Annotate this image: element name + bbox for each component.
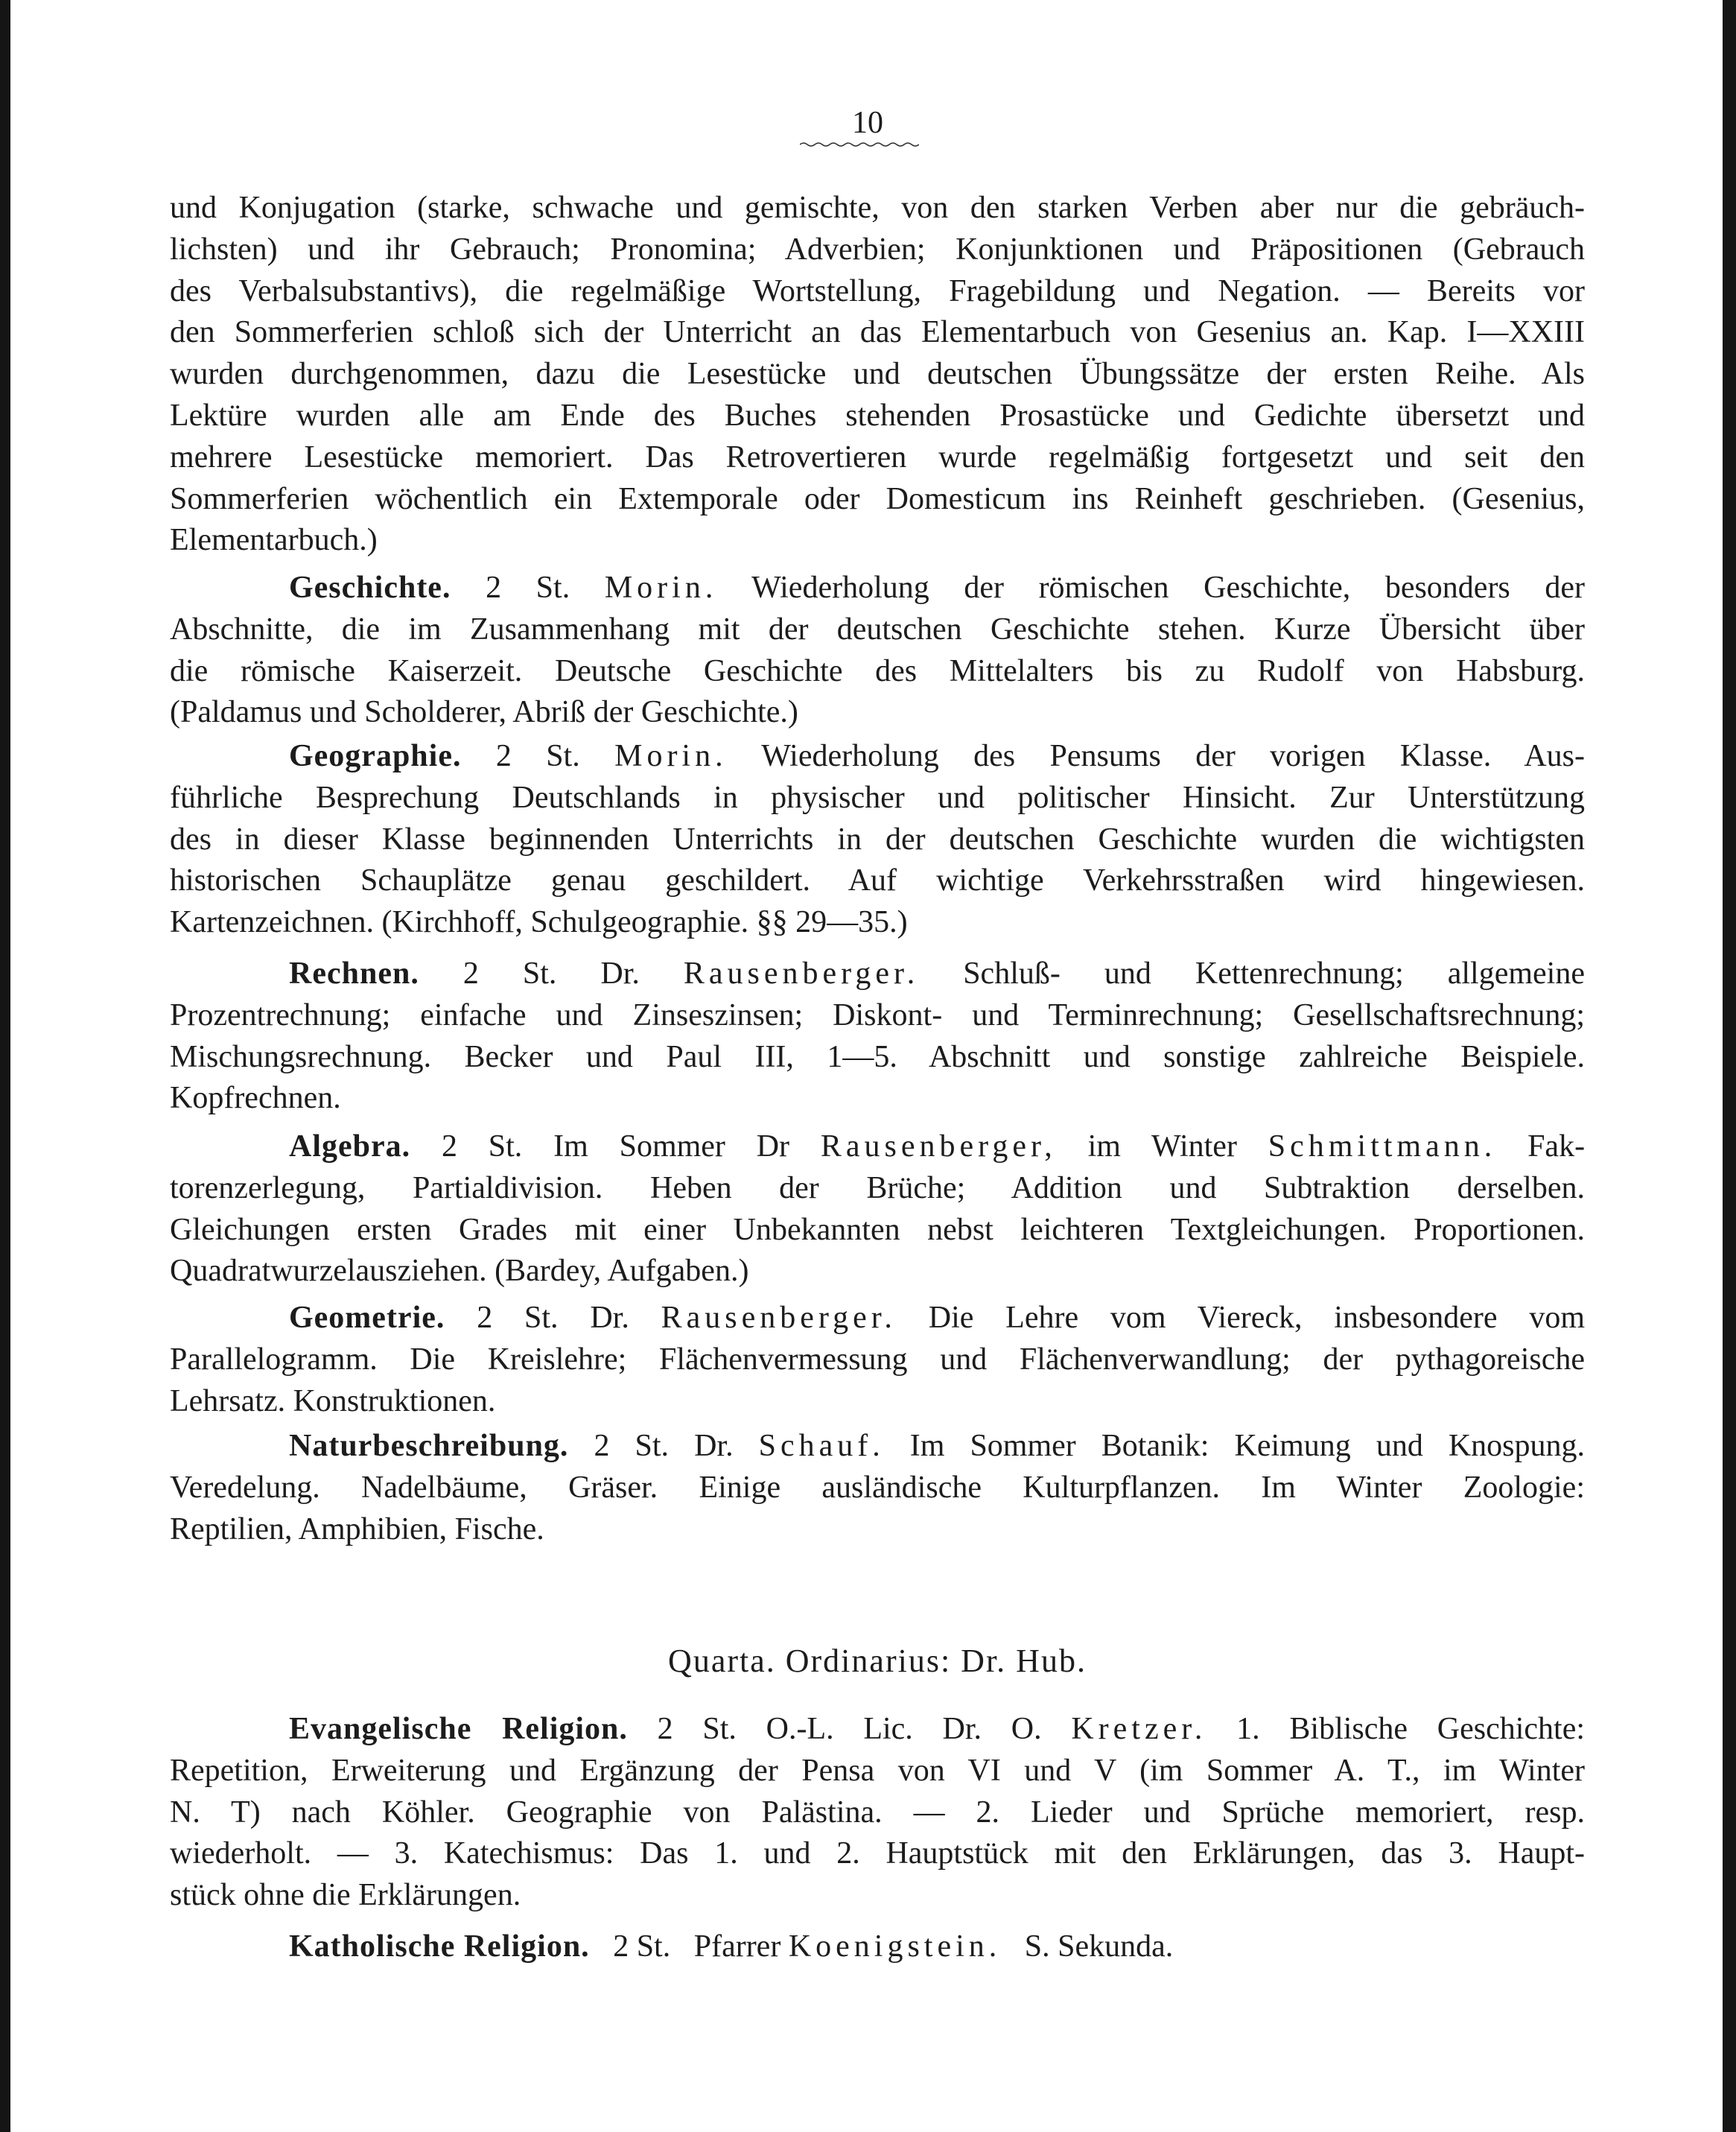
- first-line: [170, 1298, 1585, 1339]
- text-line: des in dieser Klasse beginnenden Unterrichts in der deutschen Geschichte wurden die wichtigsten: [170, 822, 1585, 857]
- hours: 2 St.: [462, 956, 557, 991]
- subject-title: Naturbeschreibung.: [289, 1429, 569, 1463]
- page-number-underline: [800, 142, 919, 147]
- text-line: Prozentrechnung; einfache und Zinseszinsen; Diskont- und Terminrechnung; Gesellschaftsrechnung;: [170, 997, 1585, 1032]
- text-fragment: S. Sekunda.: [1024, 1929, 1174, 1964]
- paragraph-geschichte: [170, 568, 1585, 734]
- text-line: den Sommerferien schloß sich der Unterricht an das Elementarbuch von Gesenius an. Kap. I—XXIII: [170, 315, 1585, 350]
- subject-title: Katholische Religion.: [289, 1929, 590, 1964]
- text-line: mehrere Lesestücke memoriert. Das Retrovertieren wurde regelmäßig fortgesetzt und seit den: [170, 440, 1585, 475]
- page-number: 10: [852, 106, 883, 140]
- text-line: Sommerferien wöchentlich ein Extemporale oder Domesticum ins Reinheft geschrieben. (Gesenius,: [170, 481, 1585, 516]
- text-line: des Verbalsubstantivs), die regelmäßige Wortstellung, Fragebildung und Negation. — Bereits vor: [170, 273, 1585, 308]
- hours: 2 St.: [495, 739, 580, 773]
- teacher-name: Koenigstein.: [788, 1929, 1002, 1964]
- section-heading: Quarta. Ordinarius: Dr. Hub.: [668, 1643, 1087, 1679]
- paragraph-evangelische-religion: [170, 1709, 1585, 1917]
- paragraph-rechnen: [170, 954, 1585, 1120]
- text-line: Kopfrechnen.: [170, 1081, 341, 1116]
- text-line: Abschnitte, die im Zusammenhang mit der deutschen Geschichte stehen. Kurze Übersicht über: [170, 612, 1585, 647]
- text-fragment: Schluß- und Kettenrechnung; allgemeine: [963, 956, 1585, 991]
- text-line: (Paldamus und Scholderer, Abriß der Geschichte.): [170, 695, 798, 730]
- text-fragment: Die Lehre vom Viereck, insbesondere vom: [928, 1301, 1586, 1335]
- teacher-prefix: Dr.: [590, 1301, 629, 1335]
- first-line: [170, 1426, 1585, 1468]
- text-line: die römische Kaiserzeit. Deutsche Geschichte des Mittelalters bis zu Rudolf von Habsburg.: [170, 653, 1585, 688]
- hours: 2 St.: [486, 571, 570, 605]
- subject-title: Geschichte.: [289, 571, 451, 605]
- text-line: Lehrsatz. Konstruktionen.: [170, 1383, 496, 1418]
- text-fragment: Im Sommer Botanik: Keimung und Knospung.: [909, 1429, 1586, 1463]
- teacher-name: Schauf.: [758, 1429, 885, 1463]
- text-fragment: 1. Biblische Geschichte:: [1236, 1712, 1586, 1746]
- subject-title: Geometrie.: [289, 1301, 445, 1335]
- text-line: Gleichungen ersten Grades mit einer Unbekannten nebst leichteren Textgleichungen. Proportionen.: [170, 1212, 1585, 1247]
- teacher-prefix: Pfarrer: [693, 1929, 781, 1964]
- text-line: Lektüre wurden alle am Ende des Buches stehenden Prosastücke und Gedichte übersetzt und: [170, 398, 1585, 433]
- hours: 2 St.: [594, 1429, 670, 1463]
- subject-title: Evangelische Religion.: [289, 1712, 628, 1746]
- hours: 2 St.: [657, 1712, 737, 1746]
- hours: 2 St.: [477, 1301, 559, 1335]
- subject-title: Geographie.: [289, 739, 462, 773]
- text-line: stück ohne die Erklärungen.: [170, 1878, 521, 1913]
- first-line: [170, 1926, 1585, 1968]
- paragraph-algebra: [170, 1126, 1585, 1292]
- text-line: Elementarbuch.): [170, 523, 378, 558]
- teacher-prefix: Dr.: [694, 1429, 734, 1463]
- text-line: lichsten) und ihr Gebrauch; Pronomina; Adverbien; Konjunktionen und Präpositionen (Gebrauch: [170, 232, 1585, 267]
- text-fragment: Wiederholung des Pensums der vorigen Klasse. Aus-: [761, 739, 1586, 773]
- first-line: [170, 1126, 1585, 1168]
- text-fragment: Fak-: [1527, 1129, 1586, 1164]
- text-line: Parallelogramm. Die Kreislehre; Flächenvermessung und Flächenverwandlung; der pythagoreische: [170, 1342, 1585, 1377]
- text-line: Repetition, Erweiterung und Ergänzung der Pensa von VI und V (im Sommer A. T., im Winter: [170, 1753, 1585, 1788]
- text-line: Mischungsrechnung. Becker und Paul III, 1—5. Abschnitt und sonstige zahlreiche Beispiele.: [170, 1039, 1585, 1074]
- hours: 2 St.: [613, 1929, 671, 1964]
- teacher-name: Schmittmann.: [1268, 1129, 1497, 1164]
- text-line: wurden durchgenommen, dazu die Lesestücke und deutschen Übungssätze der ersten Reihe. Als: [170, 357, 1585, 392]
- first-line: [170, 736, 1585, 778]
- paragraph-katholische-religion: [170, 1926, 1585, 1968]
- teacher-name: Kretzer.: [1071, 1712, 1207, 1746]
- text-fragment: Im Sommer Dr: [553, 1129, 790, 1164]
- paragraph-geometrie: [170, 1298, 1585, 1422]
- teacher-prefix: Dr.: [600, 956, 640, 991]
- text-line: Veredelung. Nadelbäume, Gräser. Einige ausländische Kulturpflanzen. Im Winter Zoologie:: [170, 1470, 1585, 1505]
- text-line: wiederholt. — 3. Katechismus: Das 1. und 2. Hauptstück mit den Erklärungen, das 3. Haupt-: [170, 1836, 1585, 1871]
- first-line: [170, 1709, 1585, 1751]
- paragraph-geographie: [170, 736, 1585, 944]
- text-line: führliche Besprechung Deutschlands in physischer und politischer Hinsicht. Zur Unterstützung: [170, 780, 1585, 815]
- hours: 2 St.: [441, 1129, 523, 1164]
- first-line: [170, 568, 1585, 609]
- text-fragment: im Winter: [1087, 1129, 1237, 1164]
- paragraph-continuation: [170, 188, 1585, 562]
- teacher-prefix: O.-L. Lic. Dr. O.: [766, 1712, 1042, 1746]
- text-line: torenzerlegung, Partialdivision. Heben der Brüche; Addition und Subtraktion derselben.: [170, 1170, 1585, 1205]
- subject-title: Rechnen.: [289, 956, 419, 991]
- teacher-name: Morin.: [614, 739, 728, 773]
- first-line: [170, 954, 1585, 995]
- text-line: Reptilien, Amphibien, Fische.: [170, 1511, 544, 1546]
- text-line: und Konjugation (starke, schwache und gemischte, von den starken Verben aber nur die gebräuch-: [170, 191, 1585, 225]
- text-line: N. T) nach Köhler. Geographie von Palästina. — 2. Lieder und Sprüche memoriert, resp.: [170, 1795, 1585, 1830]
- teacher-name: Morin.: [604, 571, 718, 605]
- subject-title: Algebra.: [289, 1129, 411, 1164]
- teacher-name: Rausenberger.: [683, 956, 920, 991]
- text-line: Quadratwurzelausziehen. (Bardey, Aufgaben.): [170, 1254, 749, 1289]
- teacher-name: Rausenberger,: [820, 1129, 1057, 1164]
- teacher-name: Rausenberger.: [661, 1301, 897, 1335]
- text-fragment: Wiederholung der römischen Geschichte, besonders der: [751, 571, 1586, 605]
- text-line: Kartenzeichnen. (Kirchhoff, Schulgeographie. §§ 29—35.): [170, 905, 908, 940]
- paragraph-naturbeschreibung: [170, 1426, 1585, 1550]
- text-line: historischen Schauplätze genau geschildert. Auf wichtige Verkehrsstraßen wird hingewiesen.: [170, 863, 1585, 898]
